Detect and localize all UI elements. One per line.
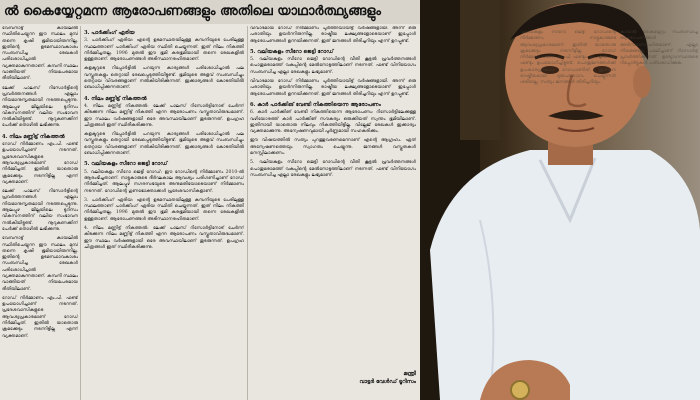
paragraph: 6. കാർ പാർക്കിങ് വേണ്ടി നികത്തിയെന്ന ആരോപണം: റിസോർട്ടിലേക്കുള്ള വഴിയോരത്ത് കാർ പാർക്കിങ് സൗകര്യം ഒരുക്കിയത് സ്വന്തം ഭൂമിയിലാണ്. ഇതിനായി യാതൊരു നിലവും നികത്തിയിട്ടില്ല. വില്ലേജ് രേഖകൾ ഇക്കാര്യം വ്യക്തമാക്കുന്നു. അന്വേഷണവുമായി പൂർണ്ണമായി സഹകരിക്കും. — [250, 110, 416, 135]
paragraph: ഈ വിഷയത്തിൽ സത്യം പുറത്തുവരണമെന്നാണ് എന്റെ ആഗ്രഹം. ഏത് അന്വേഷണത്തെയും സ്വാഗതം ചെയ്യുന്നു. ജനങ്ങൾ വസ്തുതകൾ മനസ്സിലാക്കണം. — [250, 138, 416, 157]
paragraph: 4. നിലം മണ്ണിട്ട് നികത്തൽ: ലേക്ക് പാലസ് റിസോർട്ടിനോട് ചേർന്ന് കിടക്കുന്ന നിലം മണ്ണിട്ട് നികത്തി എന്ന ആരോപണം വസ്തുതാവിരുദ്ധമാണ്. ഈ സ്ഥലം വർഷങ്ങളായി ഒരേ അവസ്ഥയിലാണ് തുടരുന്നത്. ഉപഗ്രഹ ചിത്രങ്ങൾ ഇത് സ്ഥിരീകരിക്കുന്നു. — [84, 103, 244, 128]
paragraph: റോഡ് നിർമ്മാണം എം.പി. ഫണ്ട് ഉപയോഗിച്ചാണ് നടന്നത്. പ്രദേശവാസികളുടെ ആവശ്യപ്രകാരമാണ് റോഡ് നിർമ്മിച്ചത്. ഇതിൽ യാതൊരു ക്രമക്കേടും നടന്നിട്ടില്ല എന്ന് വ്യക്തമാണ്. — [2, 295, 78, 339]
section-heading: 5. വലിയകുളം സീറോ ജെട്ടി റോഡ് — [84, 161, 168, 168]
author-signoff — [330, 370, 416, 386]
paragraph: ലേക്ക് പാലസ് റിസോർട്ടിന്റെ പ്രവർത്തനങ്ങൾ എല്ലാം നിയമാനുസൃതമായി നടത്തപ്പെടുന്നു. ആലപ്പുഴ ജില്ലയിലെ ടൂറിസം വികസനത്തിന് വലിയ സംഭാവന നൽകിയിട്ടുണ്ട്. നൂറുകണക്കിന് പേർക്ക് തൊഴിൽ ലഭിക്കുന്നു. — [2, 189, 78, 232]
overlaid-article-text — [520, 30, 616, 400]
column-divider — [247, 26, 248, 400]
article-column-2 — [84, 26, 244, 400]
section-heading: 4. നിലം മണ്ണിട്ട് നികത്തൽ — [2, 133, 65, 140]
section-heading: 5. വലിയകുളം സീറോ ജെട്ടി റോഡ് — [250, 48, 334, 55]
paragraph: 5. വലിയകുളം സീറോ ജെട്ടി റോഡ്: ഈ റോഡിന്റെ നിർമ്മാണം 2010-ൽ ആരംഭിച്ചതാണ്. നാട്ടുകാരുടെ ദീർഘകാല ആവശ്യം പരിഗണിച്ചാണ് റോഡ് നിർമ്മിച്ചത്. ആലപ്പുഴ നഗരസഭയുടെ അനുമതിയോടെയാണ് നിർമ്മാണം നടന്നത്. റോഡിന്റെ ഗുണഭോക്താക്കൾ പ്രദേശവാസികളാണ്. — [84, 169, 244, 194]
section-heading: 6. കാർ പാർക്കിങ് വേണ്ടി നികത്തിയെന്ന ആരോപണം — [250, 101, 381, 108]
paragraph: 4. നിലം മണ്ണിട്ട് നികത്തൽ: ലേക്ക് പാലസ് റിസോർട്ടിനോട് ചേർന്ന് കിടക്കുന്ന നിലം മണ്ണിട്ട് നികത്തി എന്ന ആരോപണം വസ്തുതാവിരുദ്ധമാണ്. ഈ സ്ഥലം വർഷങ്ങളായി ഒരേ അവസ്ഥയിലാണ് തുടരുന്നത്. ഉപഗ്രഹ ചിത്രങ്ങൾ ഇത് സ്ഥിരീകരിക്കുന്നു. — [84, 226, 244, 250]
section-heading: 4. നിലം മണ്ണിട്ട് നികത്തൽ — [84, 95, 147, 102]
paragraph: റോഡ് നിർമ്മാണം എം.പി. ഫണ്ട് ഉപയോഗിച്ചാണ് നടന്നത്. പ്രദേശവാസികളുടെ ആവശ്യപ്രകാരമാണ് റോഡ് നിർമ്മിച്ചത്. ഇതിൽ യാതൊരു ക്രമക്കേടും നടന്നിട്ടില്ല എന്ന് വ്യക്തമാണ്. — [2, 142, 78, 185]
paragraph: കായൽ കൈയ്യേറ്റം സംബന്ധിച്ച ആരോപണങ്ങൾ അടിസ്ഥാനരഹിതമാണ്. എല്ലാ നിയമങ്ങളും പാലിച്ചാണ് റിസോർട്ട് പ്രവർത്തിക്കുന്നത്. ഉദ്യോഗസ്ഥരുടെ റിപ്പോർട്ടുകൾ പരിശോധിക്കുക. — [620, 30, 698, 67]
paragraph: ലേക്ക് പാലസ് റിസോർട്ടിന്റെ പ്രവർത്തനങ്ങൾ എല്ലാം നിയമാനുസൃതമായി നടത്തപ്പെടുന്നു. ആലപ്പുഴ ജില്ലയിലെ ടൂറിസം വികസനത്തിന് വലിയ സംഭാവന നൽകിയിട്ടുണ്ട്. നൂറുകണക്കിന് പേർക്ക് തൊഴിൽ ലഭിക്കുന്നു. — [2, 85, 78, 129]
paragraph: കളക്ടറുടെ റിപ്പോർട്ടിൽ പറയുന്ന കാര്യങ്ങൾ പരിശോധിച്ചാൽ പല വസ്തുതകളും തെറ്റായി രേഖപ്പെടുത്തിയിട്ടുണ്ട്. ഭൂമിയുടെ അളവ് സംബന്ധിച്ചും തെറ്റായ വിവരങ്ങളാണ് നൽകിയിരിക്കുന്നത്. ഇക്കാര്യങ്ങൾ കോടതിയിൽ ബോധിപ്പിക്കുന്നതാണ്. — [84, 132, 244, 157]
paragraph: വിവാദമായ റോഡ് നിർമ്മാണം പൂർത്തിയായിട്ട് വർഷങ്ങളായി. അന്ന് ഒരു പരാതിയും ഉയർന്നിരുന്നില്ല. രാഷ്ട്രീയ ലക്ഷ്യങ്ങളോടെയാണ് ഇപ്പോൾ ആരോപണങ്ങൾ ഉന്നയിക്കുന്നത്. ഇത് ജനങ്ങൾ തിരിച്ചറിയും എന്ന് ഉറപ്പുണ്ട്. — [250, 26, 416, 44]
paragraph: 5. വലിയകുളം സീറോ ജെട്ടി റോഡിന്റെ വീതി കൂട്ടൽ പ്രവർത്തനങ്ങൾ പൊതുമരാമത്ത് വകുപ്പിന്റെ മേൽനോട്ടത്തിലാണ് നടന്നത്. ഫണ്ട് വിനിയോഗം സംബന്ധിച്ച എല്ലാ രേഖകളും ലഭ്യമാണ്. — [250, 57, 416, 75]
article-headline: ൽ കൈയ്യേറ്റമന്ന ആരോപണങ്ങളും അതിലെ യാഥാർത്ഥ്യങ്ങളും — [0, 0, 420, 24]
paragraph: വിവാദമായ റോഡ് നിർമ്മാണം പൂർത്തിയായിട്ട് വർഷങ്ങളായി. അന്ന് ഒരു പരാതിയും ഉയർന്നിരുന്നില്ല. രാഷ്ട്രീയ ലക്ഷ്യങ്ങളോടെയാണ് ഇപ്പോൾ ആരോപണങ്ങൾ ഉന്നയിക്കുന്നത്. ഇത് ജനങ്ങൾ തിരിച്ചറിയും എന്ന് ഉറപ്പുണ്ട്. — [250, 79, 416, 97]
paragraph: 3. പാർക്കിംഗ് ഏരിയ: എന്റെ ഉടമസ്ഥതയിലുള്ള കമ്പനിയുടെ പേരിലുള്ള സ്ഥലത്താണ് പാർക്കിംഗ് ഏരിയ സ്ഥിതി ചെയ്യുന്നത്. ഇത് നിലം നികത്തി നിർമ്മിച്ചതല്ല. 1996 മുതൽ ഈ ഭൂമി കരഭൂമിയായി തന്നെ രേഖകളിൽ ഉള്ളതാണ്. ആരോപണങ്ങൾ അടിസ്ഥാനരഹിതമാണ്. — [84, 38, 244, 63]
paragraph: കളക്ടറുടെ റിപ്പോർട്ടിൽ പറയുന്ന കാര്യങ്ങൾ പരിശോധിച്ചാൽ പല വസ്തുതകളും തെറ്റായി രേഖപ്പെടുത്തിയിട്ടുണ്ട്. ഭൂമിയുടെ അളവ് സംബന്ധിച്ചും തെറ്റായ വിവരങ്ങളാണ് നൽകിയിരിക്കുന്നത്. ഇക്കാര്യങ്ങൾ കോടതിയിൽ ബോധിപ്പിക്കുന്നതാണ്. — [84, 66, 244, 91]
paragraph: 3. പാർക്കിംഗ് ഏരിയ: എന്റെ ഉടമസ്ഥതയിലുള്ള കമ്പനിയുടെ പേരിലുള്ള സ്ഥലത്താണ് പാർക്കിംഗ് ഏരിയ സ്ഥിതി ചെയ്യുന്നത്. ഇത് നിലം നികത്തി നിർമ്മിച്ചതല്ല. 1996 മുതൽ ഈ ഭൂമി കരഭൂമിയായി തന്നെ രേഖകളിൽ ഉള്ളതാണ്. ആരോപണങ്ങൾ അടിസ്ഥാനരഹിതമാണ്. — [84, 197, 244, 222]
signoff-org: വാട്ടർ വേൾഡ് ടൂറിസം — [359, 379, 416, 385]
section-heading: 3. പാർക്കിംഗ് ഏരിയ — [84, 30, 135, 36]
paragraph: 5. വലിയകുളം സീറോ ജെട്ടി റോഡിന്റെ വീതി കൂട്ടൽ പ്രവർത്തനങ്ങൾ പൊതുമരാമത്ത് വകുപ്പിന്റെ മേൽനോട്ടത്തിലാണ് നടന്നത്. ഫണ്ട് വിനിയോഗം സംബന്ധിച്ച എല്ലാ രേഖകളും ലഭ്യമാണ്. — [250, 160, 416, 178]
article-column-1 — [2, 26, 78, 400]
overlaid-article-text — [620, 30, 698, 400]
article-column-3 — [250, 26, 416, 400]
paragraph: വലിയകുളം സീറോ ജെട്ടി റോഡിന്റെ നിർമ്മാണം നാട്ടുകാരുടെ ആവശ്യപ്രകാരമാണ്. ഇതിൽ യാതൊരു ക്രമക്കേടും നടന്നിട്ടില്ല. റോഡ് നിർമ്മാണത്തിന് എം.പി. ഫണ്ടും എം.എൽ.എ. ഫണ്ടും ഉപയോഗിച്ചിട്ടുണ്ട്. പൊതുജനങ്ങൾക്ക് ഉപകാരപ്രദമായ റോഡാണിത്. ഇതിനെ രാഷ്ട്രീയമായി ദുരുപയോഗം ചെയ്യുന്നത് ശരിയല്ല. സത്യം ജനങ്ങൾ തിരിച്ചറിയും. — [520, 30, 616, 86]
paragraph: വേമ്പനാട്ട് കായലിൽ സ്ഥിതിചെയ്യുന്ന ഈ സ്ഥലം മുമ്പ് തന്നെ കൃഷി ഭൂമിയായിരുന്നില്ല. ഇതിന്റെ ഉടമസ്ഥാവകാശം സംബന്ധിച്ച രേഖകൾ പരിശോധിച്ചാൽ വ്യക്തമാകുന്നതാണ്. കമ്പനി സ്ഥലം വാങ്ങിയത് നിയമപരമായ രീതിയിലാണ്. — [2, 26, 78, 82]
backdrop-pillar — [460, 0, 500, 140]
paragraph: വേമ്പനാട്ട് കായലിൽ സ്ഥിതിചെയ്യുന്ന ഈ സ്ഥലം മുമ്പ് തന്നെ കൃഷി ഭൂമിയായിരുന്നില്ല. ഇതിന്റെ ഉടമസ്ഥാവകാശം സംബന്ധിച്ച രേഖകൾ പരിശോധിച്ചാൽ വ്യക്തമാകുന്നതാണ്. കമ്പനി സ്ഥലം വാങ്ങിയത് നിയമപരമായ രീതിയിലാണ്. — [2, 236, 78, 292]
column-divider — [80, 26, 81, 400]
signoff-title: മന്ത്രി — [403, 371, 416, 377]
